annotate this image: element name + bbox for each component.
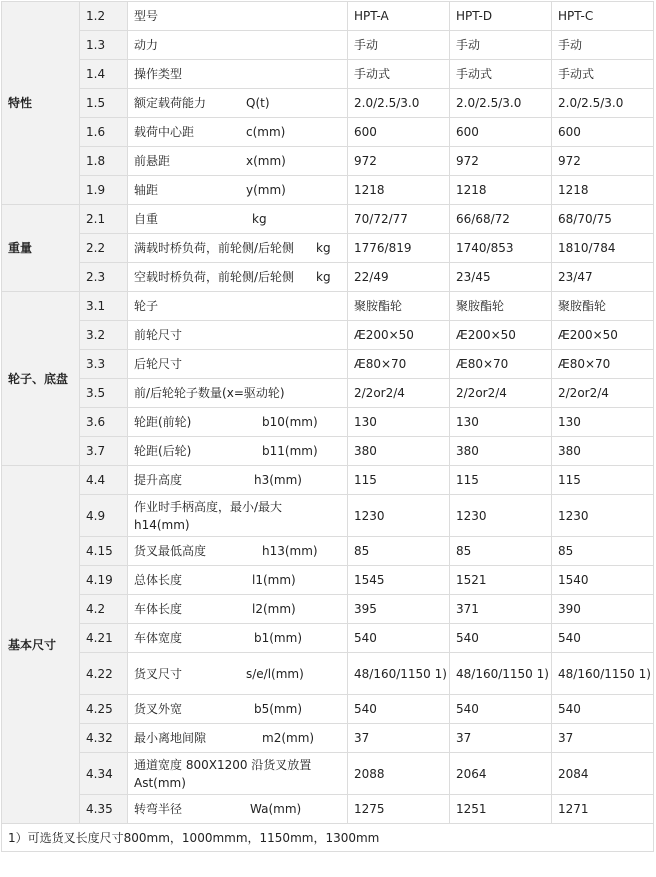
table-row: [2, 2, 654, 31]
item-label: 车体长度: [134, 602, 183, 616]
value-cell-hpt-d: 540: [450, 624, 552, 653]
value-cell-hpt-d: 1230: [450, 495, 552, 537]
item-number: 3.2: [80, 321, 128, 350]
item-label: 前/后轮轮子数量(x=驱动轮): [134, 386, 285, 400]
value-cell-hpt-a: 1545: [348, 566, 450, 595]
item-number: 4.25: [80, 695, 128, 724]
value-cell-hpt-d: 1521: [450, 566, 552, 595]
item-label: 操作类型: [134, 67, 183, 81]
item-unit: b1(mm): [254, 631, 302, 645]
item-label-cell: [128, 350, 348, 379]
item-label-cell: [128, 795, 348, 824]
value-cell-hpt-d: 48/160/1150 1): [450, 653, 552, 695]
item-label-cell: [128, 495, 348, 537]
value-cell-hpt-d: 37: [450, 724, 552, 753]
value-cell-hpt-d: 115: [450, 466, 552, 495]
value-cell-hpt-a: Æ200×50: [348, 321, 450, 350]
item-label-cell: [128, 118, 348, 147]
table-row: [2, 724, 654, 753]
table-row: [2, 437, 654, 466]
item-label-cell: [128, 695, 348, 724]
item-label: 前轮尺寸: [134, 328, 183, 342]
item-label: 满载时桥负荷，前轮侧/后轮侧: [134, 241, 295, 255]
value-cell-hpt-d: 2.0/2.5/3.0: [450, 89, 552, 118]
item-number: 1.2: [80, 2, 128, 31]
value-cell-hpt-a: 395: [348, 595, 450, 624]
table-row: [2, 795, 654, 824]
value-cell-hpt-c: 手动: [552, 31, 654, 60]
value-cell-hpt-d: Æ200×50: [450, 321, 552, 350]
value-cell-hpt-a: 540: [348, 624, 450, 653]
value-cell-hpt-a: HPT-A: [348, 2, 450, 31]
item-number: 4.32: [80, 724, 128, 753]
item-number: 4.19: [80, 566, 128, 595]
value-cell-hpt-a: 手动式: [348, 60, 450, 89]
value-cell-hpt-c: 600: [552, 118, 654, 147]
item-unit: kg: [316, 241, 331, 255]
item-label-cell: [128, 466, 348, 495]
value-cell-hpt-d: 23/45: [450, 263, 552, 292]
item-label-cell: [128, 176, 348, 205]
value-cell-hpt-d: 972: [450, 147, 552, 176]
item-label: 轮距(前轮): [134, 415, 192, 429]
item-label: 作业时手柄高度，最小/最大: [134, 499, 283, 514]
item-number: 1.3: [80, 31, 128, 60]
item-label-cell: [128, 653, 348, 695]
item-label: 额定载荷能力: [134, 96, 207, 110]
table-row: [2, 495, 654, 537]
item-number: 3.1: [80, 292, 128, 321]
item-label: 货叉尺寸: [134, 666, 183, 681]
table-row: [2, 350, 654, 379]
item-label-cell: [128, 379, 348, 408]
table-row: [2, 118, 654, 147]
spec-table-body: [2, 2, 654, 852]
footnote: 1）可选货叉长度尺寸800mm，1000mmm，1150mm，1300mm: [2, 824, 654, 852]
item-unit: Ast(mm): [134, 775, 186, 790]
value-cell-hpt-a: 1218: [348, 176, 450, 205]
item-number: 3.3: [80, 350, 128, 379]
table-row: [2, 234, 654, 263]
item-number: 4.4: [80, 466, 128, 495]
value-cell-hpt-d: HPT-D: [450, 2, 552, 31]
footnote-row: [2, 824, 654, 852]
item-label: 轴距: [134, 183, 159, 197]
item-number: 4.34: [80, 753, 128, 795]
value-cell-hpt-a: 600: [348, 118, 450, 147]
value-cell-hpt-a: 37: [348, 724, 450, 753]
value-cell-hpt-d: 380: [450, 437, 552, 466]
item-unit: l2(mm): [252, 602, 296, 616]
item-unit: b5(mm): [254, 702, 302, 716]
value-cell-hpt-a: 70/72/77: [348, 205, 450, 234]
value-cell-hpt-c: 1810/784: [552, 234, 654, 263]
item-label: 自重: [134, 212, 159, 226]
value-cell-hpt-a: 85: [348, 537, 450, 566]
item-label-cell: [128, 263, 348, 292]
category-cell: 特性: [2, 2, 80, 205]
item-number: 3.6: [80, 408, 128, 437]
item-unit: h14(mm): [134, 517, 190, 532]
table-row: [2, 321, 654, 350]
item-label: 车体宽度: [134, 631, 183, 645]
item-label-cell: [128, 292, 348, 321]
table-row: [2, 537, 654, 566]
item-label-cell: [128, 595, 348, 624]
value-cell-hpt-c: 37: [552, 724, 654, 753]
table-row: [2, 263, 654, 292]
value-cell-hpt-a: 130: [348, 408, 450, 437]
value-cell-hpt-d: 1251: [450, 795, 552, 824]
item-number: 4.9: [80, 495, 128, 537]
item-number: 1.5: [80, 89, 128, 118]
item-unit: l1(mm): [252, 573, 296, 587]
table-row: [2, 466, 654, 495]
item-label-cell: [128, 724, 348, 753]
item-label-cell: [128, 89, 348, 118]
item-number: 4.2: [80, 595, 128, 624]
value-cell-hpt-c: 1218: [552, 176, 654, 205]
item-label-cell: [128, 537, 348, 566]
item-number: 4.15: [80, 537, 128, 566]
value-cell-hpt-c: 380: [552, 437, 654, 466]
value-cell-hpt-a: 972: [348, 147, 450, 176]
value-cell-hpt-c: 23/47: [552, 263, 654, 292]
value-cell-hpt-c: 130: [552, 408, 654, 437]
item-label-cell: [128, 408, 348, 437]
item-unit: kg: [252, 212, 267, 226]
value-cell-hpt-c: 972: [552, 147, 654, 176]
table-row: [2, 379, 654, 408]
value-cell-hpt-c: 1230: [552, 495, 654, 537]
item-label: 转弯半径: [134, 802, 183, 816]
category-cell: 轮子、底盘: [2, 292, 80, 466]
value-cell-hpt-c: 手动式: [552, 60, 654, 89]
item-label-cell: [128, 2, 348, 31]
item-unit: m2(mm): [262, 731, 315, 745]
item-label: 轮距(后轮): [134, 444, 192, 458]
value-cell-hpt-c: 聚胺酯轮: [552, 292, 654, 321]
item-unit: s/e/l(mm): [246, 666, 304, 681]
item-label: 空载时桥负荷，前轮侧/后轮侧: [134, 270, 295, 284]
value-cell-hpt-c: 115: [552, 466, 654, 495]
item-label-cell: [128, 753, 348, 795]
value-cell-hpt-d: 手动式: [450, 60, 552, 89]
item-unit: c(mm): [246, 125, 286, 139]
value-cell-hpt-c: 1271: [552, 795, 654, 824]
value-cell-hpt-c: Æ200×50: [552, 321, 654, 350]
item-label: 型号: [134, 9, 159, 23]
value-cell-hpt-a: 聚胺酯轮: [348, 292, 450, 321]
value-cell-hpt-c: 1540: [552, 566, 654, 595]
value-cell-hpt-d: 540: [450, 695, 552, 724]
value-cell-hpt-d: 371: [450, 595, 552, 624]
value-cell-hpt-a: 22/49: [348, 263, 450, 292]
item-number: 1.8: [80, 147, 128, 176]
item-unit: b10(mm): [262, 415, 318, 429]
item-unit: h13(mm): [262, 544, 318, 558]
value-cell-hpt-d: 66/68/72: [450, 205, 552, 234]
value-cell-hpt-a: Æ80×70: [348, 350, 450, 379]
item-label: 前悬距: [134, 154, 171, 168]
value-cell-hpt-a: 2/2or2/4: [348, 379, 450, 408]
value-cell-hpt-c: 48/160/1150 1): [552, 653, 654, 695]
item-label-cell: [128, 31, 348, 60]
value-cell-hpt-c: 68/70/75: [552, 205, 654, 234]
table-row: [2, 566, 654, 595]
item-label: 总体长度: [134, 573, 183, 587]
item-label: 最小离地间隙: [134, 731, 207, 745]
table-row: [2, 89, 654, 118]
value-cell-hpt-d: Æ80×70: [450, 350, 552, 379]
value-cell-hpt-a: 2.0/2.5/3.0: [348, 89, 450, 118]
table-row: [2, 292, 654, 321]
item-unit: x(mm): [246, 154, 286, 168]
item-label: 通道宽度 800X1200 沿货叉放置: [134, 757, 312, 772]
item-label-cell: [128, 566, 348, 595]
value-cell-hpt-c: 2084: [552, 753, 654, 795]
item-number: 2.1: [80, 205, 128, 234]
value-cell-hpt-a: 1776/819: [348, 234, 450, 263]
item-label-cell: [128, 147, 348, 176]
table-row: [2, 653, 654, 695]
item-label-cell: [128, 321, 348, 350]
table-row: [2, 408, 654, 437]
item-label: 货叉外宽: [134, 702, 183, 716]
value-cell-hpt-c: 390: [552, 595, 654, 624]
item-number: 1.9: [80, 176, 128, 205]
table-row: [2, 176, 654, 205]
item-label-cell: [128, 205, 348, 234]
item-number: 1.4: [80, 60, 128, 89]
item-label-cell: [128, 60, 348, 89]
item-unit: Wa(mm): [250, 802, 302, 816]
value-cell-hpt-a: 1230: [348, 495, 450, 537]
item-unit: h3(mm): [254, 473, 302, 487]
table-row: [2, 624, 654, 653]
value-cell-hpt-d: 2/2or2/4: [450, 379, 552, 408]
value-cell-hpt-c: HPT-C: [552, 2, 654, 31]
value-cell-hpt-a: 115: [348, 466, 450, 495]
value-cell-hpt-c: 2.0/2.5/3.0: [552, 89, 654, 118]
value-cell-hpt-a: 48/160/1150 1): [348, 653, 450, 695]
table-row: [2, 595, 654, 624]
item-label-cell: [128, 624, 348, 653]
item-unit: b11(mm): [262, 444, 318, 458]
value-cell-hpt-d: 85: [450, 537, 552, 566]
spec-table: [1, 1, 654, 852]
value-cell-hpt-d: 聚胺酯轮: [450, 292, 552, 321]
value-cell-hpt-d: 130: [450, 408, 552, 437]
value-cell-hpt-c: 2/2or2/4: [552, 379, 654, 408]
table-row: [2, 60, 654, 89]
value-cell-hpt-d: 1218: [450, 176, 552, 205]
item-number: 3.5: [80, 379, 128, 408]
item-label-cell: [128, 234, 348, 263]
item-label: 动力: [134, 38, 159, 52]
table-row: [2, 205, 654, 234]
item-label: 货叉最低高度: [134, 544, 207, 558]
value-cell-hpt-c: 85: [552, 537, 654, 566]
value-cell-hpt-c: Æ80×70: [552, 350, 654, 379]
item-number: 4.35: [80, 795, 128, 824]
item-label: 载荷中心距: [134, 125, 195, 139]
category-cell: 重量: [2, 205, 80, 292]
value-cell-hpt-a: 540: [348, 695, 450, 724]
table-row: [2, 695, 654, 724]
value-cell-hpt-d: 1740/853: [450, 234, 552, 263]
item-number: 2.2: [80, 234, 128, 263]
value-cell-hpt-d: 2064: [450, 753, 552, 795]
value-cell-hpt-d: 手动: [450, 31, 552, 60]
item-unit: Q(t): [246, 96, 270, 110]
item-number: 3.7: [80, 437, 128, 466]
item-unit: y(mm): [246, 183, 286, 197]
item-label-cell: [128, 437, 348, 466]
value-cell-hpt-a: 2088: [348, 753, 450, 795]
value-cell-hpt-c: 540: [552, 695, 654, 724]
item-number: 4.22: [80, 653, 128, 695]
value-cell-hpt-c: 540: [552, 624, 654, 653]
item-label: 轮子: [134, 299, 159, 313]
item-label: 后轮尺寸: [134, 357, 183, 371]
value-cell-hpt-a: 手动: [348, 31, 450, 60]
value-cell-hpt-a: 1275: [348, 795, 450, 824]
category-cell: 基本尺寸: [2, 466, 80, 824]
item-number: 4.21: [80, 624, 128, 653]
value-cell-hpt-a: 380: [348, 437, 450, 466]
item-number: 2.3: [80, 263, 128, 292]
table-row: [2, 147, 654, 176]
item-unit: kg: [316, 270, 331, 284]
item-number: 1.6: [80, 118, 128, 147]
table-row: [2, 31, 654, 60]
value-cell-hpt-d: 600: [450, 118, 552, 147]
item-label: 提升高度: [134, 473, 183, 487]
table-row: [2, 753, 654, 795]
